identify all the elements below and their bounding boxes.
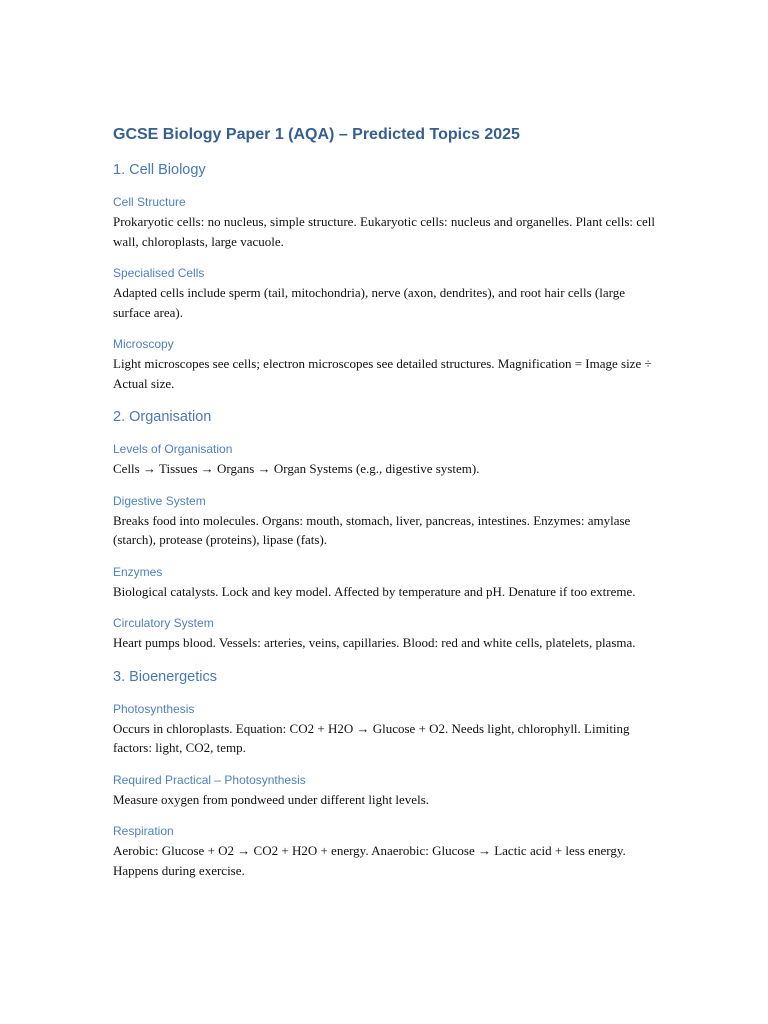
topic-subheading: Required Practical – Photosynthesis [113, 772, 306, 787]
topic-text: Occurs in chloroplasts. Equation: CO2 + H2O → Glucose + O2. Needs light, chlorophyll. Limiting factors: light, CO2, temp. [113, 720, 630, 755]
document-title: GCSE Biology Paper 1 (AQA) – Predicted Topics 2025 [113, 126, 520, 143]
section-organisation [113, 407, 658, 653]
document-content [113, 124, 658, 894]
topic-text: Measure oxygen from pondweed under different light levels. [113, 791, 429, 807]
topic-levels-of-organisation [113, 441, 658, 479]
section-cell-biology [113, 160, 658, 393]
topic-text: Breaks food into molecules. Organs: mouth, stomach, liver, pancreas, intestines. Enzymes: amylase (starch), protease (proteins), lipase (fats). [113, 512, 631, 547]
topic-specialised-cells [113, 265, 658, 322]
topic-required-practical-photosynthesis [113, 772, 658, 810]
topic-subheading: Levels of Organisation [113, 442, 233, 456]
topic-subheading: Respiration [113, 824, 174, 838]
section-heading: 3. Bioenergetics [113, 668, 217, 685]
topic-photosynthesis [113, 701, 658, 758]
topic-subheading: Specialised Cells [113, 266, 205, 280]
topic-text: Aerobic: Glucose + O2 → CO2 + H2O + energy. Anaerobic: Glucose → Lactic acid + less energy. Happens during exercise. [113, 843, 626, 878]
section-heading: 2. Organisation [113, 409, 212, 425]
topic-text: Cells → Tissues → Organs → Organ Systems (e.g., digestive system). [113, 461, 480, 476]
section-heading: 1. Cell Biology [113, 162, 206, 178]
topic-subheading: Circulatory System [113, 616, 214, 630]
topic-subheading: Photosynthesis [113, 701, 195, 716]
topic-subheading: Enzymes [113, 564, 163, 579]
topic-text: Prokaryotic cells: no nucleus, simple structure. Eukaryotic cells: nucleus and organelles. Plant cells: cell wall, chloroplasts, large vacuole. [113, 214, 656, 249]
topic-digestive-system [113, 493, 658, 550]
topic-circulatory-system [113, 615, 658, 653]
topic-subheading: Digestive System [113, 493, 206, 508]
topic-subheading: Microscopy [113, 337, 174, 351]
topic-enzymes [113, 564, 658, 602]
topic-respiration [113, 823, 658, 880]
topic-text: Heart pumps blood. Vessels: arteries, veins, capillaries. Blood: red and white cells, platelets, plasma. [113, 635, 636, 650]
topic-microscopy [113, 336, 658, 393]
section-bioenergetics [113, 667, 658, 881]
topic-text: Adapted cells include sperm (tail, mitochondria), nerve (axon, dendrites), and root hair cells (large surface area). [113, 285, 625, 320]
topic-cell-structure [113, 194, 658, 251]
topic-subheading: Cell Structure [113, 195, 186, 209]
topic-text: Light microscopes see cells; electron microscopes see detailed structures. Magnification = Image size ÷ Actual size. [113, 356, 652, 391]
topic-text: Biological catalysts. Lock and key model. Affected by temperature and pH. Denature if too extreme. [113, 583, 636, 599]
